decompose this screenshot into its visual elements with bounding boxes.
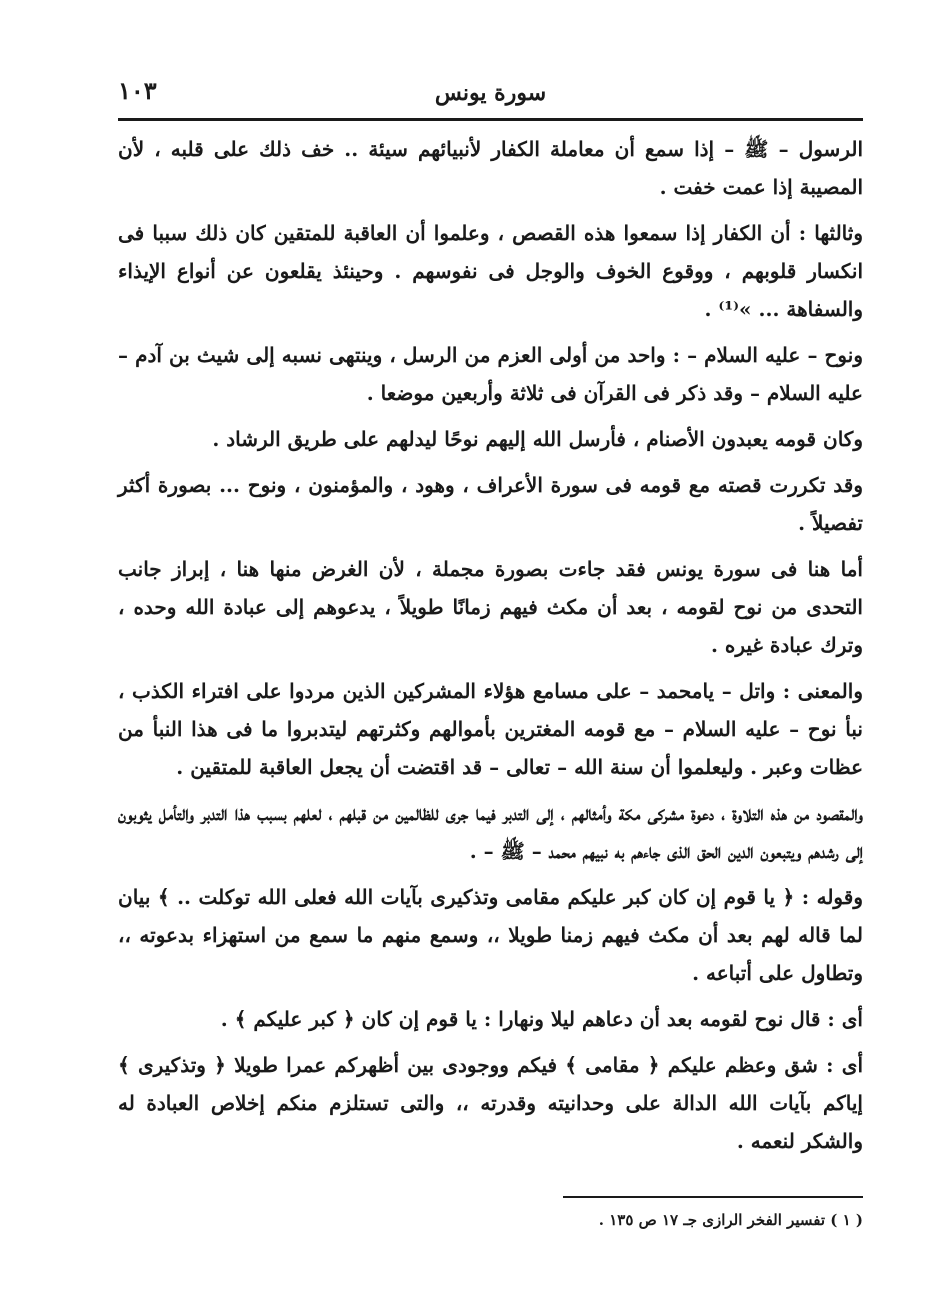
footnote-divider <box>563 1196 863 1198</box>
surah-title: سورة يونس <box>434 80 547 106</box>
header-divider <box>118 118 863 121</box>
paragraph: أى : شق وعظم عليكم ﴿ مقامى ﴾ فيكم ووجودى بين أظهركم عمرا طويلا ﴿ وتذكيرى ﴾ إياكم بآيات الله الدالة على وحدانيته وقدرته ،، والتى تستلزم منكم إخلاص العبادة له والشكر لنعمه . <box>118 1053 863 1153</box>
footnote: ( ١ ) تفسير الفخر الرازى جـ ١٧ ص ١٣٥ . <box>598 1211 863 1229</box>
paragraph: وكان قومه يعبدون الأصنام ، فأرسل الله إليهم نوحًا ليدلهم على طريق الرشاد . <box>212 427 863 451</box>
paragraph: وقد تكررت قصته مع قومه فى سورة الأعراف ، وهود ، والمؤمنون ، ونوح ... بصورة أكثر تفصيلاً . <box>118 473 863 535</box>
body-text <box>118 130 863 1168</box>
paragraph: ونوح – عليه السلام – : واحد من أولى العزم من الرسل ، وينتهى نسبه إلى شيث بن آدم – عليه السلام – وقد ذكر فى القرآن فى ثلاثة وأربعين موضعا . <box>118 343 863 405</box>
paragraph: وقوله : ﴿ يا قوم إن كان كبر عليكم مقامى وتذكيرى بآيات الله فعلى الله توكلت .. ﴾ بيان لما قاله لهم بعد أن مكث فيهم زمنا طويلا ،، وسمع منهم ما سمع من استهزاء بدعوته ،، وتطاول على أتباعه . <box>118 885 863 985</box>
book-page <box>118 70 863 1270</box>
paragraph: والمقصود من هذه التلاوة ، دعوة مشركى مكة وأمثالهم ، إلى التدبر فيما جرى للظالمين من قبلهم ، لعلهم بسبب هذا التدبر والتأمل يثوبون إلى رشدهم ويتبعون الدين الحق الذى جاءهم به نبيهم محمد – ﷺ – . <box>118 801 863 863</box>
page-header <box>118 70 863 114</box>
page-number: ١٠٣ <box>118 76 157 105</box>
paragraph: وثالثها : أن الكفار إذا سمعوا هذه القصص ، وعلموا أن العاقبة للمتقين كان ذلك سببا فى انكسار قلوبهم ، ووقوع الخوف والوجل فى نفوسهم . وحينئذ يقلعون عن أنواع الإيذاء والسفاهة ... »⁽¹⁾ . <box>118 221 863 321</box>
paragraph: الرسول – ﷺ – إذا سمع أن معاملة الكفار لأنبيائهم سيئة .. خف ذلك على قلبه ، لأن المصيبة إذا عمت خفت . <box>118 137 863 199</box>
paragraph: والمعنى : واتل – يامحمد – على مسامع هؤلاء المشركين الذين مردوا على افتراء الكذب ، نبأ نوح – عليه السلام – مع قومه المغترين بأموالهم وكثرتهم ليتدبروا ما فى هذا النبأ من عظات وعبر . وليعلموا أن سنة الله – تعالى – قد اقتضت أن يجعل العاقبة للمتقين . <box>118 679 863 779</box>
paragraph: أما هنا فى سورة يونس فقد جاءت بصورة مجملة ، لأن الغرض منها هنا ، إبراز جانب التحدى من نوح لقومه ، بعد أن مكث فيهم زمانًا طويلاً ، يدعوهم إلى عبادة الله وحده ، وترك عبادة غيره . <box>118 557 863 657</box>
paragraph: أى : قال نوح لقومه بعد أن دعاهم ليلا ونهارا : يا قوم إن كان ﴿ كبر عليكم ﴾ . <box>220 1007 863 1031</box>
